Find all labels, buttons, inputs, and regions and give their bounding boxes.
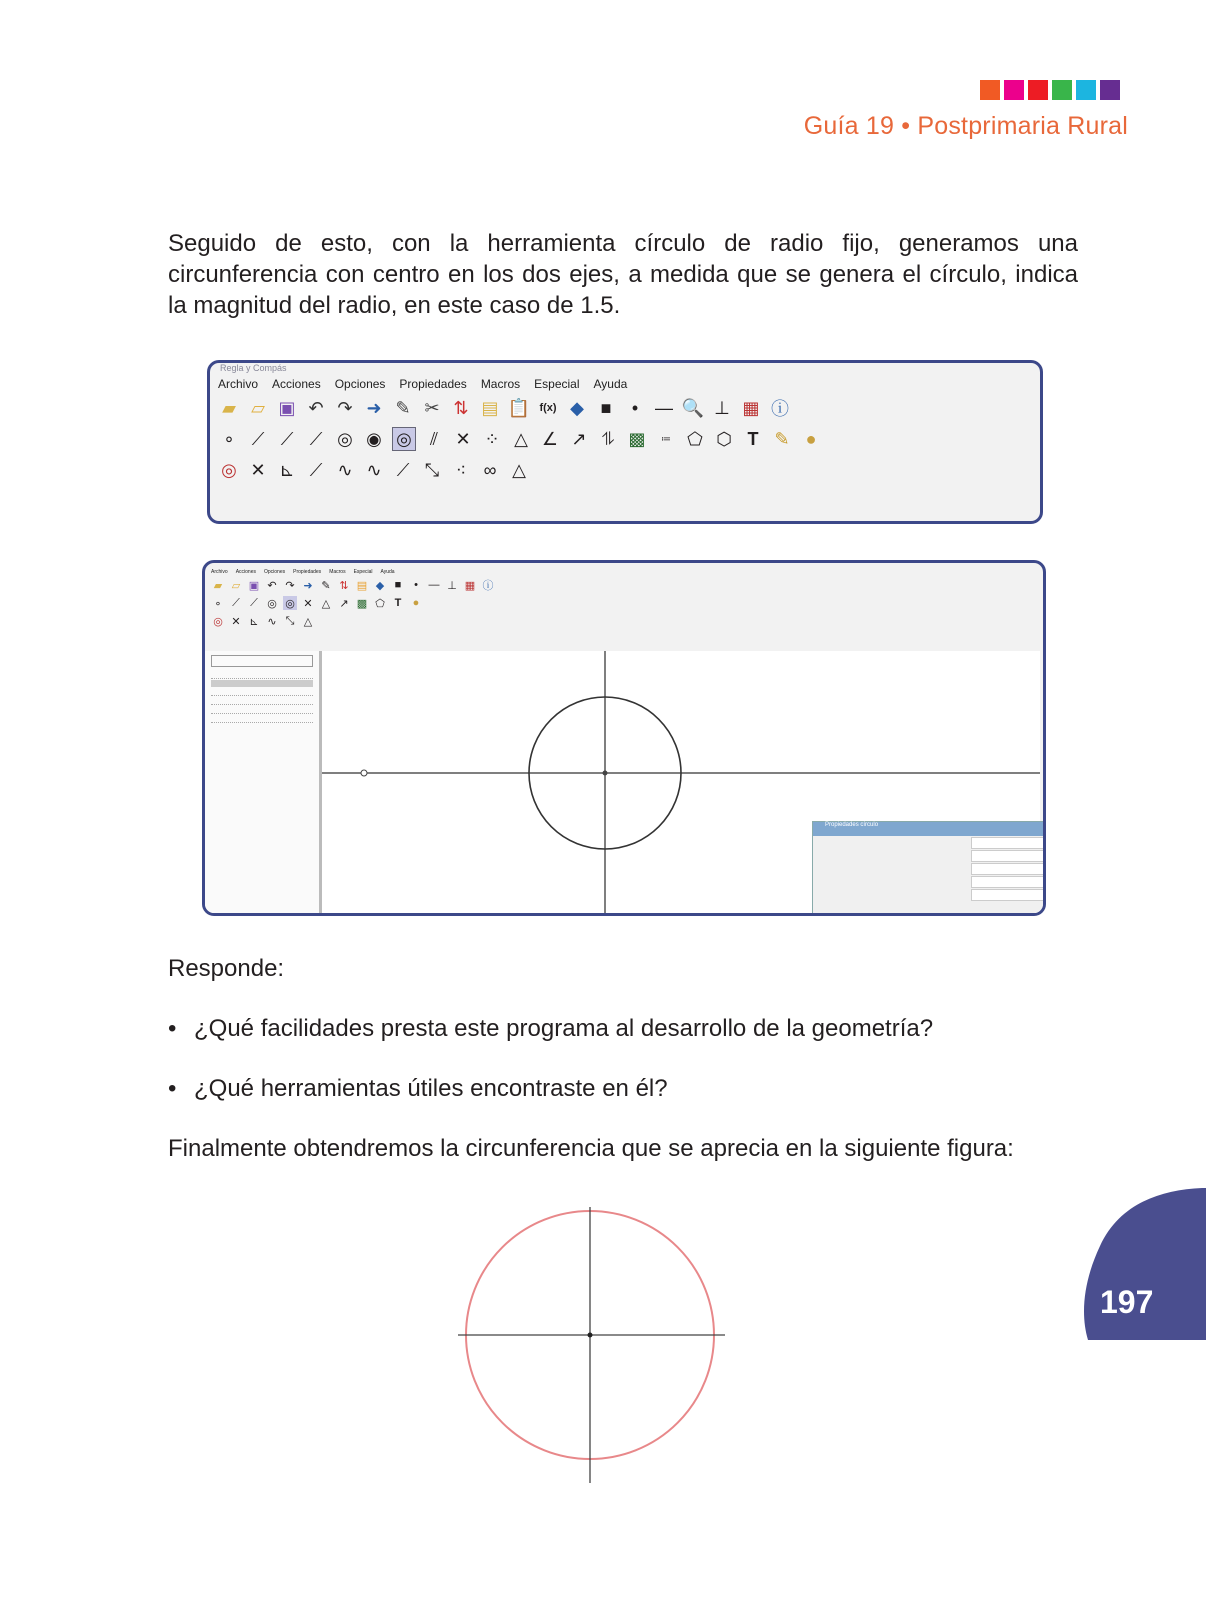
- sort-icon[interactable]: ⇅: [339, 579, 349, 592]
- menu-bar-small: [205, 563, 1043, 576]
- menu-archivo[interactable]: Archivo: [211, 569, 228, 575]
- axis-point: [361, 770, 367, 776]
- cross-icon[interactable]: ✕: [231, 615, 241, 628]
- window-title: Regla y Compás: [220, 363, 287, 373]
- property-value-field[interactable]: [971, 863, 1046, 875]
- track-icon[interactable]: ∿: [337, 459, 353, 480]
- point-icon[interactable]: •: [631, 397, 639, 418]
- ray-icon[interactable]: ⟋: [280, 428, 294, 449]
- open-folder-icon[interactable]: ▱: [251, 397, 265, 418]
- track-icon[interactable]: ∿: [267, 615, 277, 628]
- pen-icon[interactable]: ✎: [774, 428, 790, 449]
- property-row: [813, 862, 1046, 875]
- clipboard-icon[interactable]: ▤: [356, 579, 368, 592]
- axes-icon[interactable]: ⊥: [714, 397, 730, 418]
- objects-panel: [205, 651, 322, 913]
- toolbar-screenshot: [207, 360, 1043, 524]
- circle-properties-dialog: [812, 821, 1046, 916]
- color-square: [1100, 80, 1120, 100]
- responde-heading: Responde:: [168, 955, 285, 982]
- axes-icon[interactable]: ⊥: [447, 579, 457, 592]
- reflection-icon[interactable]: ⥮: [601, 428, 615, 449]
- fixed-circle-icon[interactable]: ◎: [392, 427, 416, 451]
- perpendicular-icon[interactable]: ⊾: [249, 615, 259, 628]
- undo-icon[interactable]: ↶: [308, 397, 324, 418]
- menu-opciones[interactable]: Opciones: [334, 377, 386, 391]
- menu-archivo[interactable]: Archivo: [218, 377, 259, 391]
- redo-icon[interactable]: ↷: [285, 579, 295, 592]
- point-tool-icon[interactable]: ∘: [223, 428, 235, 449]
- black-square-icon[interactable]: ■: [394, 579, 402, 591]
- center-point: [603, 771, 608, 776]
- text-icon[interactable]: T: [394, 597, 402, 609]
- property-row: [813, 914, 1046, 916]
- color-bar: [980, 80, 1120, 100]
- save-icon[interactable]: ▣: [248, 579, 260, 592]
- menu-acciones[interactable]: Acciones: [272, 377, 321, 391]
- color-square: [1004, 80, 1024, 100]
- ray-icon[interactable]: ⟋: [250, 596, 258, 609]
- zoom-icon[interactable]: 🔍: [681, 397, 705, 418]
- sort-icon[interactable]: ⇅: [453, 397, 469, 418]
- objects-filter-dropdown[interactable]: [211, 655, 313, 667]
- segment-icon[interactable]: ⟋: [251, 428, 265, 449]
- bisector-icon[interactable]: ⟋: [309, 459, 323, 480]
- segment-icon[interactable]: ⟋: [232, 596, 240, 609]
- info-icon[interactable]: ⓘ: [771, 399, 789, 419]
- circle-icon[interactable]: ◎: [267, 597, 277, 610]
- bullet: •: [168, 1075, 177, 1102]
- text-icon[interactable]: T: [747, 428, 759, 449]
- toolbar-row-1: [210, 393, 1040, 423]
- line-icon[interactable]: —: [428, 579, 440, 591]
- locus-icon[interactable]: ∿: [366, 459, 382, 480]
- expression-icon[interactable]: ≔: [661, 433, 671, 445]
- menu-bar: [210, 363, 1040, 393]
- menu-ayuda[interactable]: Ayuda: [593, 377, 628, 391]
- circle-center: [588, 1333, 593, 1338]
- color-square: [1076, 80, 1096, 100]
- paste-icon[interactable]: ▤: [481, 397, 499, 418]
- dialog-title: Propiedades círculo: [813, 822, 1046, 836]
- mirror-icon[interactable]: ⤡: [424, 459, 440, 480]
- object-line[interactable]: [211, 706, 313, 714]
- final-circle-figure: [455, 1205, 735, 1485]
- property-row: [813, 901, 1046, 914]
- triangle-tool-icon[interactable]: △: [512, 459, 526, 480]
- question-text: ¿Qué facilidades presta este programa al desarrollo de la geometría?: [194, 1015, 934, 1042]
- triangle-icon[interactable]: △: [514, 428, 528, 449]
- circle-three-points-icon[interactable]: ◉: [366, 428, 382, 449]
- parallel-icon[interactable]: ⫽: [429, 428, 439, 449]
- fixed-circle-icon[interactable]: ◎: [283, 596, 297, 610]
- intersection-icon[interactable]: ✕: [303, 597, 313, 610]
- toolbar-row-small-2: [205, 594, 1043, 612]
- angle-icon[interactable]: ∠: [541, 428, 559, 449]
- menu-macros[interactable]: Macros: [329, 569, 346, 575]
- color-square: [980, 80, 1000, 100]
- function-icon[interactable]: f(x): [539, 402, 557, 414]
- hide-icon[interactable]: ✂: [424, 397, 440, 418]
- new-file-icon[interactable]: ▰: [213, 579, 223, 592]
- triangle-icon[interactable]: △: [321, 597, 331, 610]
- polygon-icon[interactable]: ⬠: [375, 597, 385, 610]
- property-row: [813, 836, 1046, 849]
- object-line[interactable]: [211, 715, 313, 723]
- arrows-icon[interactable]: ◆: [375, 579, 385, 592]
- polygon-icon[interactable]: ⬠: [687, 428, 703, 449]
- color-square: [1052, 80, 1072, 100]
- final-paragraph: Finalmente obtendremos la circunferencia que se aprecia en la siguiente figura:: [168, 1135, 1014, 1162]
- cross-icon[interactable]: ✕: [250, 459, 266, 480]
- dot-icon[interactable]: ●: [805, 428, 817, 449]
- question-item: [168, 1015, 933, 1043]
- undo-icon[interactable]: ↶: [267, 579, 277, 592]
- property-value-field[interactable]: [971, 850, 1046, 862]
- mirror-icon[interactable]: ⤡: [285, 614, 295, 627]
- menu-especial[interactable]: Especial: [534, 377, 580, 391]
- drawing-canvas[interactable]: [322, 651, 1040, 913]
- running-head: Guía 19 • Postprimaria Rural: [803, 112, 1128, 140]
- color-square: [1028, 80, 1048, 100]
- grid-icon[interactable]: ▦: [464, 579, 476, 592]
- page-number: 197: [1100, 1284, 1154, 1320]
- property-row: [813, 888, 1046, 901]
- menu-propiedades[interactable]: Propiedades: [293, 569, 322, 575]
- circle-polygon-icon[interactable]: ⬡: [716, 428, 732, 449]
- property-value-field[interactable]: [971, 915, 1046, 917]
- points-icon[interactable]: ⁖: [455, 459, 467, 480]
- clipboard-icon[interactable]: 📋: [507, 397, 531, 418]
- property-value-field[interactable]: [971, 889, 1046, 901]
- triangle-tool-icon[interactable]: △: [303, 615, 313, 628]
- macro-icon[interactable]: ▩: [356, 597, 368, 610]
- point-icon[interactable]: •: [414, 579, 418, 591]
- menu-macros[interactable]: Macros: [480, 377, 521, 391]
- move-icon[interactable]: ➜: [303, 579, 313, 592]
- menu-propiedades[interactable]: Propiedades: [399, 377, 467, 391]
- intro-paragraph: Seguido de esto, con la herramienta círculo de radio fijo, generamos una circunferencia con centro en los dos ejes, a medida que se genera el círculo, indica la magnitud del radio, en este caso de 1.5.: [168, 230, 1078, 319]
- move-icon[interactable]: ➜: [366, 397, 382, 418]
- circle-tangent-icon[interactable]: ◎: [221, 459, 237, 480]
- question-item: [168, 1075, 668, 1103]
- menu-acciones[interactable]: Acciones: [235, 569, 256, 575]
- line-tool-icon[interactable]: ⟋: [309, 428, 323, 449]
- toolbar-row-3: [210, 455, 1040, 485]
- midpoint-icon[interactable]: ⁘: [484, 428, 500, 449]
- transform-icon[interactable]: ⟋: [396, 459, 410, 480]
- intersection-icon[interactable]: ✕: [455, 428, 471, 449]
- property-value-field[interactable]: [971, 876, 1046, 888]
- vector-icon[interactable]: ↗: [339, 597, 349, 610]
- grid-icon[interactable]: ▦: [742, 397, 760, 418]
- circle-tangent-icon[interactable]: ◎: [213, 615, 223, 628]
- brush-icon[interactable]: ✎: [321, 579, 331, 592]
- arrows-icon[interactable]: ◆: [570, 397, 584, 418]
- object-line[interactable]: [211, 680, 313, 687]
- vector-icon[interactable]: ↗: [571, 428, 587, 449]
- object-line[interactable]: [211, 688, 313, 696]
- object-line[interactable]: [211, 697, 313, 705]
- point-tool-icon[interactable]: ∘: [214, 597, 222, 610]
- object-line[interactable]: [211, 671, 313, 679]
- construction-screenshot: [202, 560, 1046, 916]
- info-icon[interactable]: ⓘ: [482, 580, 494, 592]
- line-icon[interactable]: —: [655, 397, 673, 418]
- menu-opciones[interactable]: Opciones: [263, 569, 286, 575]
- circle-icon[interactable]: ◎: [337, 428, 353, 449]
- black-square-icon[interactable]: ■: [600, 397, 612, 418]
- menu-especial[interactable]: Especial: [353, 569, 373, 575]
- redo-icon[interactable]: ↷: [337, 397, 353, 418]
- bullet: •: [168, 1015, 177, 1042]
- open-folder-icon[interactable]: ▱: [231, 579, 241, 592]
- property-value-field[interactable]: [971, 837, 1046, 849]
- toolbar-row-small-1: [205, 576, 1043, 594]
- toolbar-row-small-3: [205, 612, 1043, 630]
- property-row: [813, 849, 1046, 862]
- property-row: [813, 875, 1046, 888]
- menu-ayuda[interactable]: Ayuda: [380, 569, 395, 575]
- perpendicular-icon[interactable]: ⊾: [279, 459, 295, 480]
- dot-icon[interactable]: ●: [412, 597, 420, 609]
- question-text: ¿Qué herramientas útiles encontraste en él?: [194, 1075, 668, 1102]
- toolbar-row-2: [210, 423, 1040, 455]
- brush-icon[interactable]: ✎: [395, 397, 411, 418]
- loop-icon[interactable]: ∞: [483, 459, 497, 480]
- new-file-icon[interactable]: ▰: [222, 397, 236, 418]
- save-icon[interactable]: ▣: [278, 397, 296, 418]
- macro-icon[interactable]: ▩: [628, 428, 646, 449]
